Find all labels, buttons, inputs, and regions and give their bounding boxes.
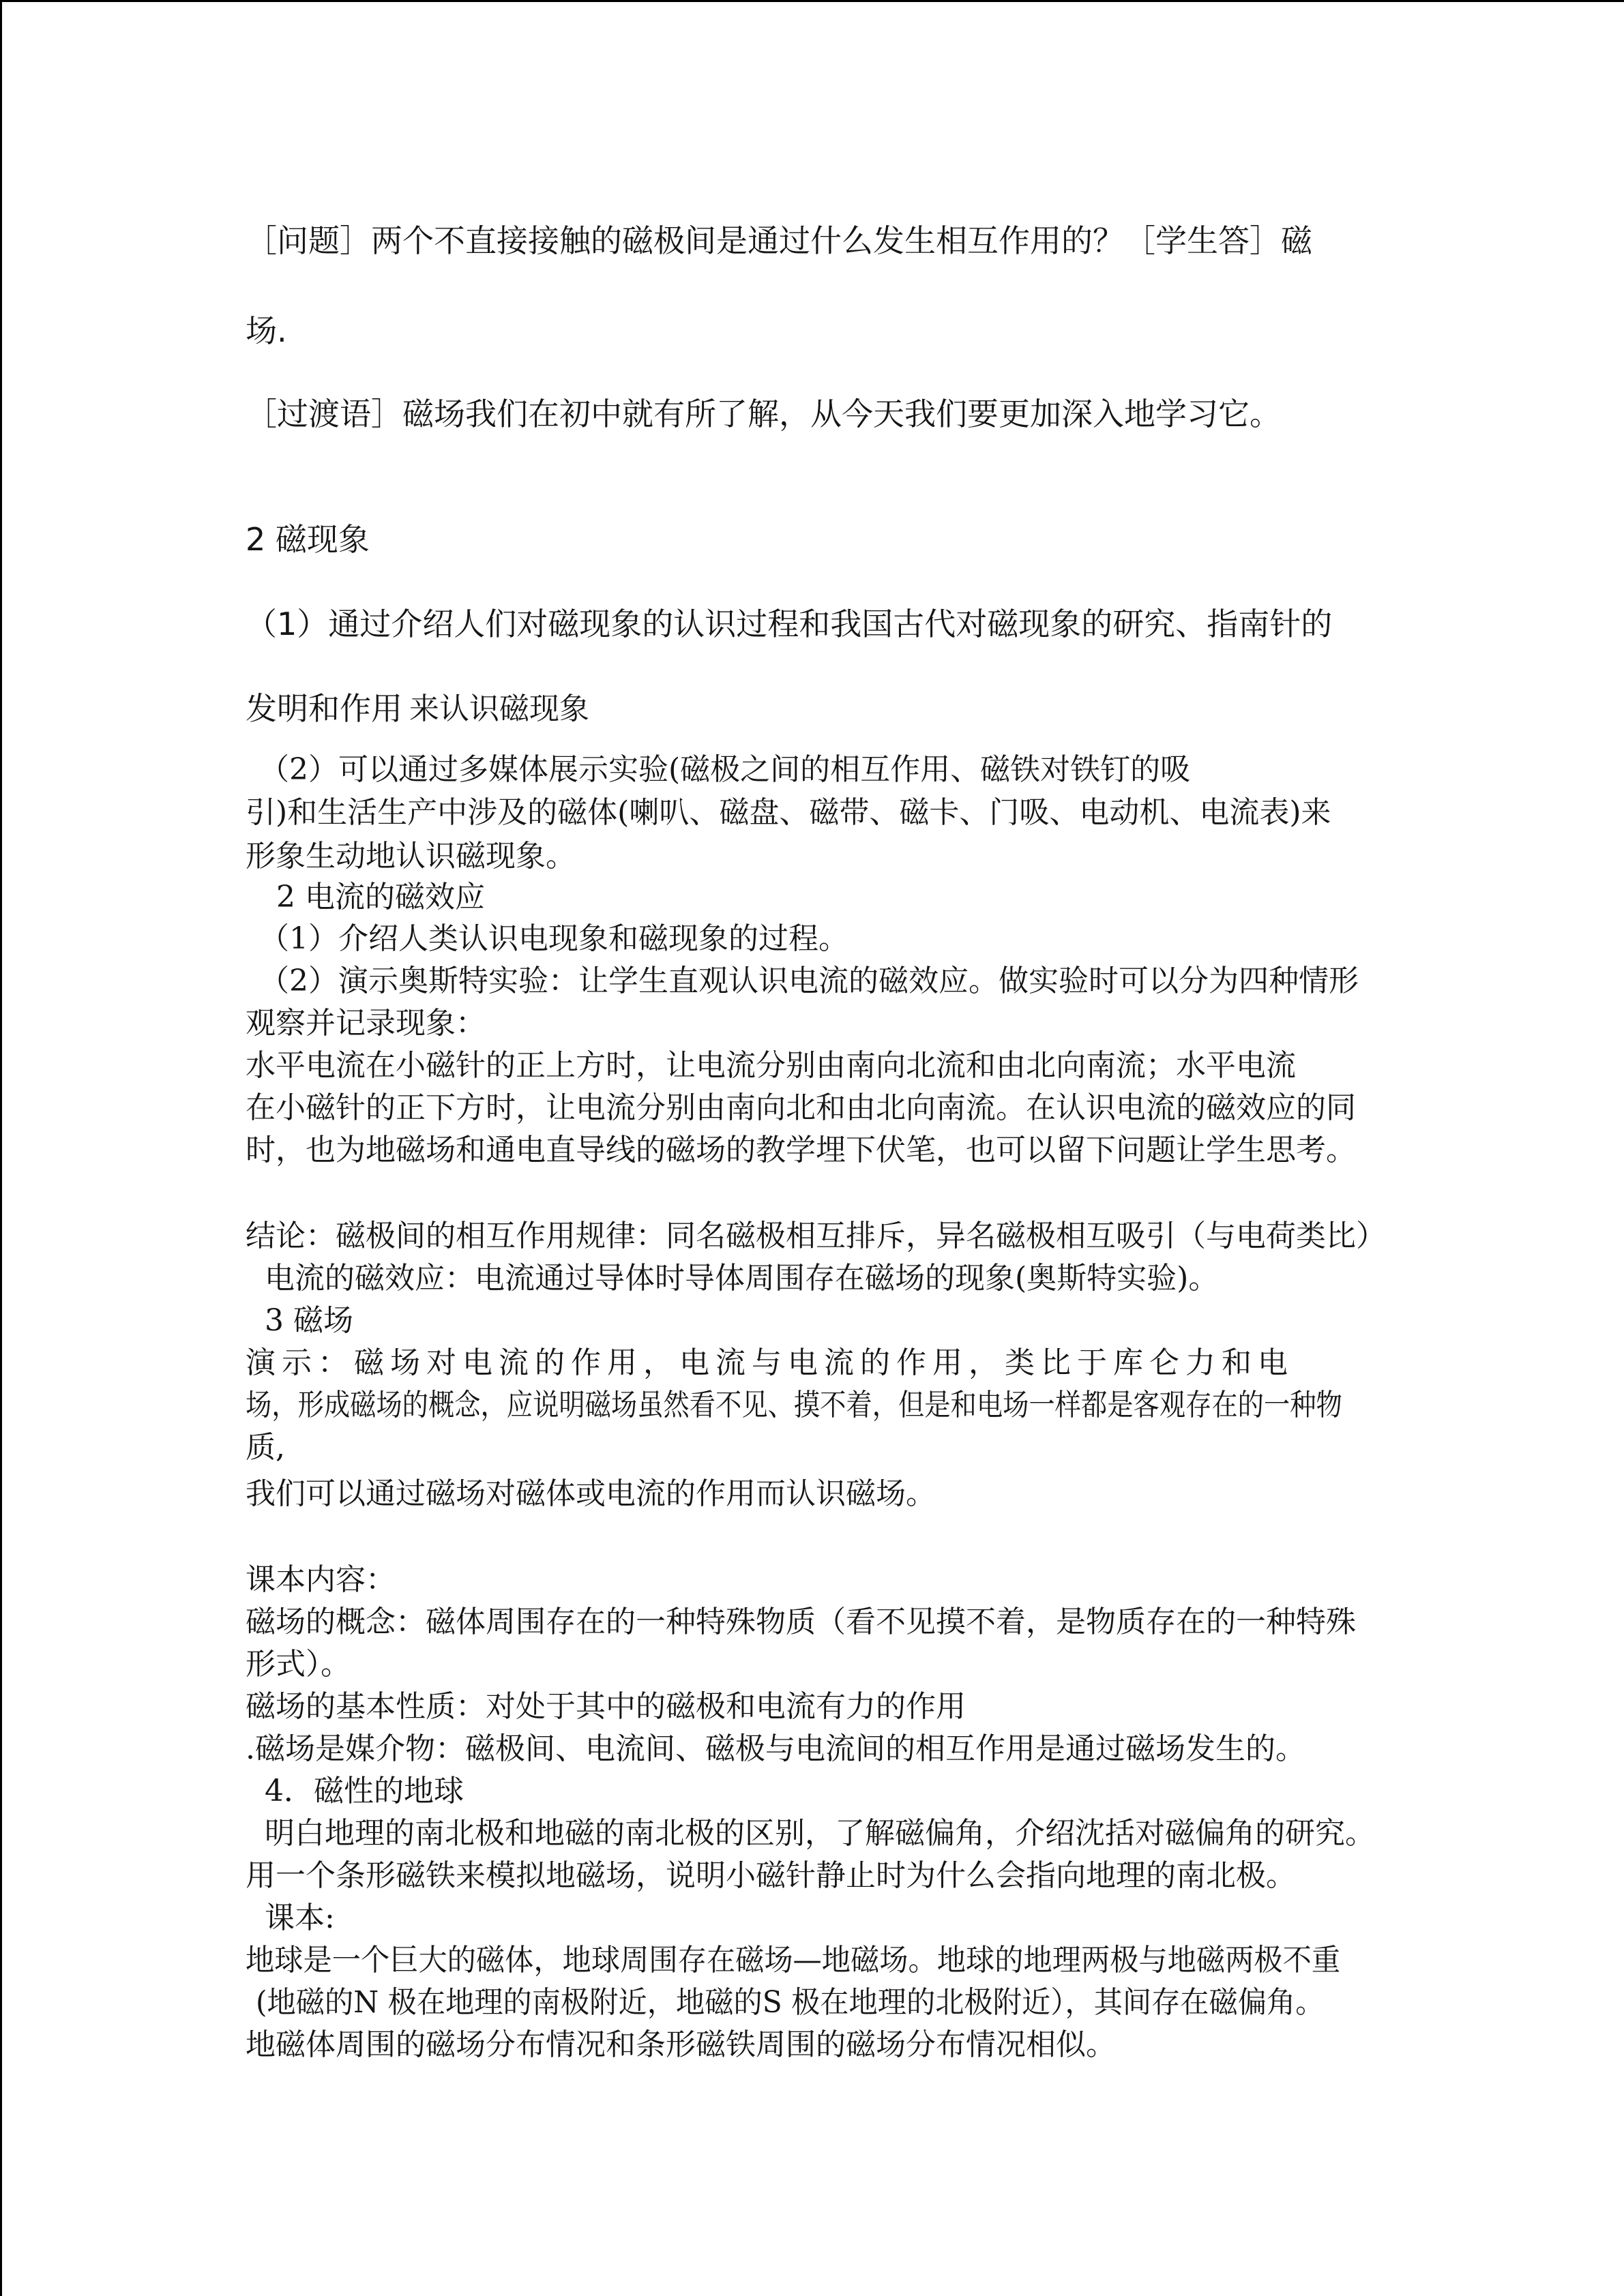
section-heading-magnetic-earth: 4．磁性的地球 xyxy=(265,1774,464,1808)
text-line-textbook-content: 课本内容： xyxy=(246,1562,396,1597)
text-line-bar-magnet-model: 用一个条形磁铁来模拟地磁场，说明小磁针静止时为什么会指向地理的南北极。 xyxy=(246,1858,1296,1893)
text-line-field-medium: .磁场是媒介物：磁极间、电流间、磁极与电流间的相互作用是通过磁场发生的。 xyxy=(246,1731,1305,1766)
text-line-current-2: （2）演示奥斯特实验：让学生直观认识电流的磁效应。做实验时可以分为四种情形 xyxy=(259,964,1359,998)
text-line-field-property: 磁场的基本性质：对处于其中的磁极和电流有力的作用 xyxy=(246,1689,966,1724)
text-line-horizontal-current: 水平电流在小磁针的正上方时，让电流分别由南向北流和由北向南流；水平电流 xyxy=(246,1048,1296,1083)
text-line-item-1-tail: 来认识磁现象 xyxy=(409,691,589,726)
text-line-earth-magnet: 地球是一个巨大的磁体，地球周围存在磁场—地磁场。地球的地理两极与地磁两极不重 xyxy=(246,1943,1341,1978)
text-line-answer-end: 场. xyxy=(246,312,287,349)
text-line-recognize-field: 我们可以通过磁场对磁体或电流的作用而认识磁场。 xyxy=(246,1476,936,1511)
text-line-field-distribution: 地磁体周围的磁场分布情况和条形磁铁周围的磁场分布情况相似。 xyxy=(246,2027,1116,2062)
text-line-demo-end: 质, xyxy=(246,1430,285,1465)
text-line-current-2-cont: 观察并记录现象： xyxy=(246,1006,486,1041)
text-line-item-2-end: 形象生动地认识磁现象。 xyxy=(246,839,576,874)
text-line-item-2: （2）可以通过多媒体展示实验(磁极之间的相互作用、磁铁对铁钉的吸 xyxy=(259,752,1191,787)
section-heading-magnetic-field: 3 磁场 xyxy=(265,1303,353,1338)
text-line-field-concept: 磁场的概念：磁体周围存在的一种特殊物质（看不见摸不着，是物质存在的一种特殊 xyxy=(246,1605,1356,1639)
text-line-earth-poles: 明白地理的南北极和地磁的南北极的区别，了解磁偏角，介绍沈括对磁偏角的研究。 xyxy=(265,1816,1375,1851)
text-line-horizontal-current-cont: 在小磁针的正下方时，让电流分别由南向北和由北向南流。在认识电流的磁效应的同 xyxy=(246,1090,1356,1125)
section-heading-current-effect: 2 电流的磁效应 xyxy=(276,880,485,914)
text-line-item-1: （1）通过介绍人们对磁现象的认识过程和我国古代对磁现象的研究、指南针的 xyxy=(246,606,1333,642)
text-line-field-concept-end: 形式）。 xyxy=(246,1647,351,1682)
text-line-horizontal-current-end: 时，也为地磁场和通电直导线的磁场的教学埋下伏笔，也可以留下问题让学生思考。 xyxy=(246,1133,1356,1167)
text-line-item-1-cont: 发明和作用 xyxy=(246,690,402,727)
text-line-conclusion: 结论：磁极间的相互作用规律：同名磁极相互排斥，异名磁极相互吸引（与电荷类比） xyxy=(246,1219,1386,1253)
text-line-item-2-cont: 引)和生活生产中涉及的磁体(喇叭、磁盘、磁带、磁卡、门吸、电动机、电流表)来 xyxy=(246,795,1331,830)
text-line-demo-cont: 场，形成磁场的概念，应说明磁场虽然看不见、摸不着，但是和电场一样都是客观存在的一种物 xyxy=(246,1388,1342,1422)
text-line-textbook-label: 课本: xyxy=(265,1900,335,1935)
text-line-current-1: （1）介绍人类认识电现象和磁现象的过程。 xyxy=(259,921,848,956)
text-line-earth-magnet-cont: (地磁的N 极在地理的南极附近，地磁的S 极在地理的北极附近），其间存在磁偏角。 xyxy=(256,1985,1325,2020)
text-line-demo: 演示：磁场对电流的作用，电流与电流的作用，类比于库仑力和电 xyxy=(246,1345,1294,1380)
section-heading-magnetic-phenomena: 2 磁现象 xyxy=(246,521,370,558)
text-line-transition: ［过渡语］磁场我们在初中就有所了解，从今天我们要更加深入地学习它。 xyxy=(246,396,1281,432)
text-line-current-magnetic-effect: 电流的磁效应：电流通过导体时导体周围存在磁场的现象(奥斯特实验)。 xyxy=(265,1261,1219,1296)
text-line-question: ［问题］两个不直接接触的磁极间是通过什么发生相互作用的？［学生答］磁 xyxy=(246,222,1312,259)
